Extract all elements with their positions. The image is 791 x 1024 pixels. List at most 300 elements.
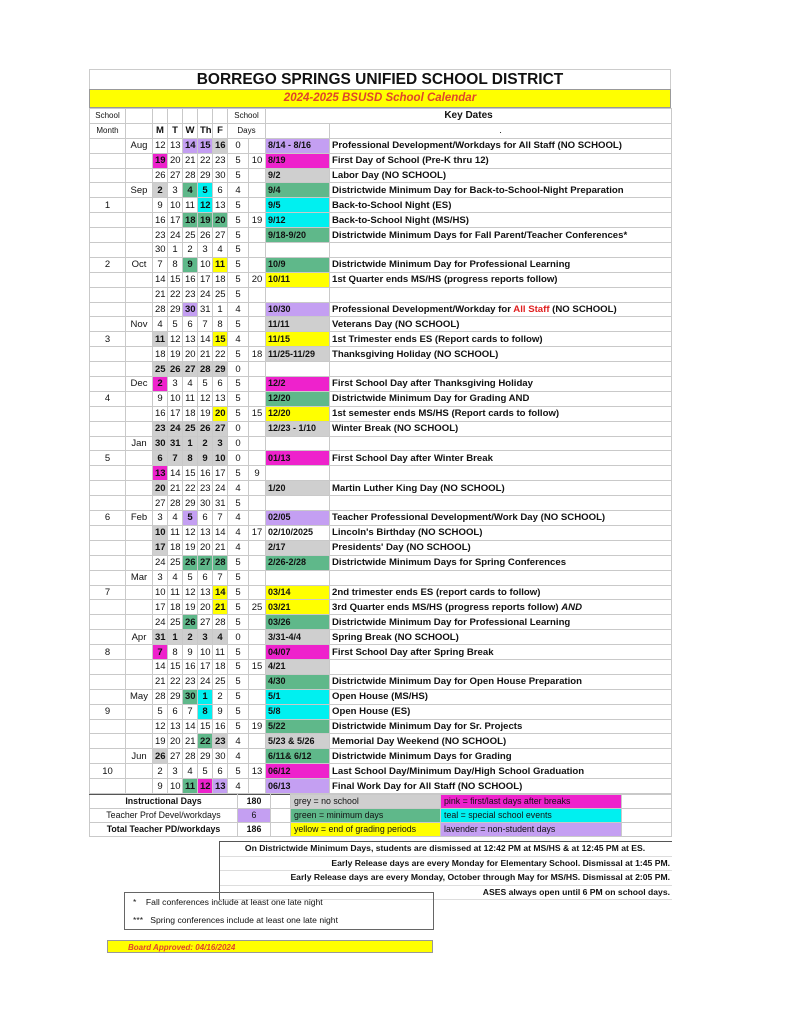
day-cell: 23 xyxy=(213,734,228,749)
calendar-week-row xyxy=(90,347,672,362)
day-cell: 15 xyxy=(198,719,213,734)
day-cell: 3 xyxy=(153,570,168,585)
day-cell: 10 xyxy=(168,391,183,406)
day-cell: 26 xyxy=(183,615,198,630)
day-cell: 19 xyxy=(153,153,168,168)
key-date-cell xyxy=(266,287,330,302)
key-date-description xyxy=(330,213,672,228)
key-date-cell: 10/11 xyxy=(266,272,330,287)
day-cell: 2 xyxy=(213,689,228,704)
school-month-cell xyxy=(90,317,126,332)
month-cell xyxy=(126,228,153,243)
calendar-week-row xyxy=(90,511,672,526)
school-days-cell: 4 xyxy=(228,525,249,540)
day-cell: 20 xyxy=(168,734,183,749)
month-cell xyxy=(126,451,153,466)
calendar-week-row xyxy=(90,555,672,570)
key-date-cell: 9/4 xyxy=(266,183,330,198)
month-cell xyxy=(126,555,153,570)
day-cell: 20 xyxy=(213,406,228,421)
day-cell: 31 xyxy=(168,436,183,451)
month-cell xyxy=(126,332,153,347)
calendar-week-row xyxy=(90,481,672,496)
day-header-f: F xyxy=(213,123,228,138)
day-cell: 16 xyxy=(198,466,213,481)
day-cell: 22 xyxy=(183,481,198,496)
day-cell: 2 xyxy=(153,377,168,392)
day-cell: 9 xyxy=(183,645,198,660)
school-days-cell: 4 xyxy=(228,511,249,526)
legend-teal: teal = special school events xyxy=(441,808,622,822)
month-total-cell xyxy=(249,555,266,570)
school-month-cell xyxy=(90,362,126,377)
month-total-cell: 13 xyxy=(249,764,266,779)
day-cell: 22 xyxy=(168,287,183,302)
key-date-description xyxy=(330,570,672,585)
school-month-cell xyxy=(90,496,126,511)
school-days-cell: 0 xyxy=(228,138,249,153)
key-date-description xyxy=(330,496,672,511)
month-total-cell xyxy=(249,481,266,496)
key-date-description xyxy=(330,406,672,421)
day-cell: 30 xyxy=(198,496,213,511)
school-month-cell xyxy=(90,228,126,243)
day-cell: 17 xyxy=(198,659,213,674)
day-cell: 30 xyxy=(183,302,198,317)
key-date-description xyxy=(330,764,672,779)
month-total-cell xyxy=(249,257,266,272)
teacher-pd-value: 6 xyxy=(238,808,271,822)
key-date-description xyxy=(330,257,672,272)
day-cell: 22 xyxy=(198,734,213,749)
day-cell: 12 xyxy=(183,585,198,600)
school-days-cell: 4 xyxy=(228,332,249,347)
month-total-cell xyxy=(249,436,266,451)
month-total-cell xyxy=(249,734,266,749)
school-month-cell xyxy=(90,138,126,153)
description-highlight: All Staff xyxy=(513,304,550,316)
month-total-cell xyxy=(249,585,266,600)
month-total-cell xyxy=(249,287,266,302)
day-cell: 9 xyxy=(153,391,168,406)
day-cell: 18 xyxy=(213,659,228,674)
day-cell: 30 xyxy=(183,689,198,704)
day-cell: 4 xyxy=(213,243,228,258)
month-cell xyxy=(126,525,153,540)
calendar-week-row xyxy=(90,257,672,272)
description-text: 1st semester ends MS/HS (Report cards to follow) xyxy=(332,408,560,420)
month-total-cell xyxy=(249,615,266,630)
description-text: Thanksgiving Holiday (NO SCHOOL) xyxy=(332,348,499,360)
key-date-description xyxy=(330,659,672,674)
school-month-cell xyxy=(90,674,126,689)
day-header-th: Th xyxy=(198,123,213,138)
day-cell: 23 xyxy=(198,481,213,496)
key-date-cell: 12/2 xyxy=(266,377,330,392)
day-cell: 30 xyxy=(213,749,228,764)
school-month-cell xyxy=(90,481,126,496)
calendar-week-row xyxy=(90,764,672,779)
key-date-cell xyxy=(266,243,330,258)
day-cell: 22 xyxy=(213,347,228,362)
key-date-description xyxy=(330,674,672,689)
key-dates-sub: . xyxy=(330,123,672,138)
day-cell: 28 xyxy=(153,302,168,317)
month-total-cell: 17 xyxy=(249,525,266,540)
day-cell: 13 xyxy=(198,525,213,540)
school-days-cell: 5 xyxy=(228,719,249,734)
school-days-cell: 5 xyxy=(228,168,249,183)
day-cell: 19 xyxy=(153,734,168,749)
school-month-cell xyxy=(90,347,126,362)
day-cell: 16 xyxy=(153,213,168,228)
note-mshs-early-release: Early Release days are every Monday, October through May for MS/HS. Dismissal at 2:05 PM. xyxy=(220,871,672,886)
day-cell: 1 xyxy=(168,243,183,258)
day-cell: 10 xyxy=(153,585,168,600)
month-cell xyxy=(126,645,153,660)
day-cell: 28 xyxy=(153,689,168,704)
day-cell: 20 xyxy=(153,481,168,496)
key-date-cell xyxy=(266,496,330,511)
day-cell: 6 xyxy=(213,764,228,779)
day-cell: 19 xyxy=(168,347,183,362)
day-cell: 17 xyxy=(153,600,168,615)
key-date-description xyxy=(330,749,672,764)
day-cell: 6 xyxy=(198,570,213,585)
day-cell: 9 xyxy=(213,704,228,719)
day-cell: 7 xyxy=(153,645,168,660)
day-cell: 3 xyxy=(168,764,183,779)
day-cell: 12 xyxy=(153,719,168,734)
month-cell xyxy=(126,674,153,689)
month-cell xyxy=(126,406,153,421)
day-cell: 28 xyxy=(183,168,198,183)
school-days-cell: 4 xyxy=(228,779,249,794)
day-cell: 23 xyxy=(153,421,168,436)
day-cell: 8 xyxy=(168,257,183,272)
month-cell xyxy=(126,659,153,674)
month-total-cell xyxy=(249,540,266,555)
day-cell: 19 xyxy=(198,213,213,228)
day-cell: 12 xyxy=(198,779,213,794)
calendar-week-row xyxy=(90,421,672,436)
day-cell: 28 xyxy=(198,362,213,377)
day-header-t: T xyxy=(168,123,183,138)
school-month-cell xyxy=(90,302,126,317)
day-cell: 21 xyxy=(213,600,228,615)
day-cell: 10 xyxy=(153,525,168,540)
day-cell: 22 xyxy=(198,153,213,168)
month-cell xyxy=(126,496,153,511)
footnotes-box xyxy=(124,892,434,930)
day-cell: 4 xyxy=(153,317,168,332)
calendar-week-row xyxy=(90,391,672,406)
school-month-cell: 4 xyxy=(90,391,126,406)
day-cell: 19 xyxy=(183,540,198,555)
key-date-description xyxy=(330,719,672,734)
month-cell xyxy=(126,168,153,183)
description-text: Spring Break (NO SCHOOL) xyxy=(332,631,459,643)
month-cell xyxy=(126,213,153,228)
day-cell: 8 xyxy=(168,645,183,660)
day-cell: 6 xyxy=(153,451,168,466)
key-date-description xyxy=(330,734,672,749)
month-cell: Mar xyxy=(126,570,153,585)
day-cell: 17 xyxy=(168,406,183,421)
month-cell xyxy=(126,734,153,749)
day-cell: 9 xyxy=(153,779,168,794)
key-date-description xyxy=(330,421,672,436)
day-cell: 11 xyxy=(183,391,198,406)
school-days-cell: 4 xyxy=(228,734,249,749)
description-text: Open House (ES) xyxy=(332,706,411,718)
description-text: Districtwide Minimum Day for Professional Learning xyxy=(332,259,571,271)
month-cell xyxy=(126,779,153,794)
day-cell: 10 xyxy=(198,257,213,272)
key-date-cell: 5/8 xyxy=(266,704,330,719)
key-date-cell: 9/12 xyxy=(266,213,330,228)
month-total-cell: 20 xyxy=(249,272,266,287)
key-date-description xyxy=(330,615,672,630)
school-days-cell: 4 xyxy=(228,183,249,198)
key-date-description xyxy=(330,198,672,213)
description-text: Districtwide Minimum Days for Fall Parent/Teacher Conferences* xyxy=(332,229,628,241)
month-cell xyxy=(126,704,153,719)
day-cell: 11 xyxy=(168,585,183,600)
month-total-cell xyxy=(249,421,266,436)
day-cell: 2 xyxy=(183,243,198,258)
day-cell: 13 xyxy=(168,719,183,734)
day-cell: 27 xyxy=(153,496,168,511)
footnote-text: Spring conferences include at least one late night xyxy=(150,915,338,925)
calendar-week-row xyxy=(90,540,672,555)
day-cell: 12 xyxy=(183,525,198,540)
school-month-cell xyxy=(90,466,126,481)
school-days-cell: 0 xyxy=(228,436,249,451)
day-cell: 23 xyxy=(213,153,228,168)
day-cell: 25 xyxy=(213,287,228,302)
calendar-week-row xyxy=(90,779,672,794)
month-total-cell xyxy=(249,377,266,392)
key-date-cell: 1/20 xyxy=(266,481,330,496)
day-cell: 15 xyxy=(198,138,213,153)
day-cell: 29 xyxy=(198,749,213,764)
month-cell: Apr xyxy=(126,630,153,645)
month-total-cell xyxy=(249,168,266,183)
school-month-cell: 1 xyxy=(90,198,126,213)
school-month-cell: 6 xyxy=(90,511,126,526)
calendar-week-row xyxy=(90,377,672,392)
key-date-description xyxy=(330,630,672,645)
calendar-week-row xyxy=(90,749,672,764)
day-cell: 17 xyxy=(213,466,228,481)
day-cell: 20 xyxy=(213,213,228,228)
school-days-header: School xyxy=(228,109,266,124)
day-cell: 24 xyxy=(168,228,183,243)
calendar-week-row xyxy=(90,168,672,183)
key-date-cell: 8/19 xyxy=(266,153,330,168)
day-cell: 28 xyxy=(183,749,198,764)
day-cell: 24 xyxy=(153,555,168,570)
month-cell xyxy=(126,764,153,779)
key-date-description xyxy=(330,540,672,555)
month-total-cell: 9 xyxy=(249,466,266,481)
day-cell: 11 xyxy=(213,645,228,660)
key-date-description xyxy=(330,511,672,526)
month-cell xyxy=(126,421,153,436)
day-cell: 15 xyxy=(213,332,228,347)
day-cell: 15 xyxy=(168,659,183,674)
day-cell: 28 xyxy=(168,496,183,511)
day-cell: 26 xyxy=(198,228,213,243)
key-date-cell: 01/13 xyxy=(266,451,330,466)
calendar-week-row xyxy=(90,287,672,302)
key-date-cell xyxy=(266,362,330,377)
key-date-cell: 12/23 - 1/10 xyxy=(266,421,330,436)
month-total-cell xyxy=(249,198,266,213)
footnote-fall xyxy=(125,893,433,911)
key-date-cell: 6/11& 6/12 xyxy=(266,749,330,764)
description-text: Back-to-School Night (ES) xyxy=(332,199,452,211)
key-date-cell: 02/05 xyxy=(266,511,330,526)
month-total-cell xyxy=(249,749,266,764)
school-month-cell xyxy=(90,272,126,287)
school-days-cell: 5 xyxy=(228,570,249,585)
key-date-cell: 5/1 xyxy=(266,689,330,704)
district-title: BORREGO SPRINGS UNIFIED SCHOOL DISTRICT xyxy=(89,69,671,89)
key-date-description xyxy=(330,153,672,168)
day-cell: 12 xyxy=(198,198,213,213)
day-cell: 6 xyxy=(213,377,228,392)
month-total-cell: 19 xyxy=(249,719,266,734)
key-date-cell: 4/21 xyxy=(266,659,330,674)
description-text: Memorial Day Weekend (NO SCHOOL) xyxy=(332,735,507,747)
month-cell xyxy=(126,719,153,734)
day-cell: 27 xyxy=(183,362,198,377)
day-cell: 13 xyxy=(198,585,213,600)
day-cell: 21 xyxy=(183,734,198,749)
month-cell: Nov xyxy=(126,317,153,332)
day-cell: 26 xyxy=(153,168,168,183)
footnote-mark: *** xyxy=(133,915,144,925)
day-cell: 16 xyxy=(183,659,198,674)
school-month-cell: 8 xyxy=(90,645,126,660)
note-minimum-days: On Districtwide Minimum Days, students are dismissed at 12:42 PM at MS/HS & at 12:45 PM at ES. xyxy=(220,842,672,857)
calendar-week-row xyxy=(90,436,672,451)
calendar-week-row xyxy=(90,243,672,258)
day-cell: 4 xyxy=(168,570,183,585)
month-total-cell xyxy=(249,243,266,258)
day-cell: 21 xyxy=(168,481,183,496)
key-date-cell: 12/20 xyxy=(266,391,330,406)
day-cell: 3 xyxy=(168,377,183,392)
description-text: Districtwide Minimum Day for Grading AND xyxy=(332,393,530,405)
key-date-cell: 10/9 xyxy=(266,257,330,272)
key-date-description xyxy=(330,645,672,660)
description-text: Veterans Day (NO SCHOOL) xyxy=(332,318,460,330)
day-cell: 2 xyxy=(183,630,198,645)
summary-table xyxy=(89,794,672,837)
day-cell: 17 xyxy=(198,272,213,287)
school-month-cell xyxy=(90,168,126,183)
calendar-week-row xyxy=(90,466,672,481)
note-ases: ASES always open until 6 PM on school days. xyxy=(220,886,672,901)
day-cell: 21 xyxy=(198,347,213,362)
month-cell xyxy=(126,347,153,362)
calendar-week-row xyxy=(90,674,672,689)
teacher-pd-label: Teacher Prof Devel/workdays xyxy=(90,808,238,822)
calendar-week-row xyxy=(90,585,672,600)
key-date-cell: 2/26-2/28 xyxy=(266,555,330,570)
day-cell: 3 xyxy=(198,243,213,258)
day-cell: 27 xyxy=(198,555,213,570)
day-cell: 21 xyxy=(153,287,168,302)
calendar-week-row xyxy=(90,198,672,213)
school-days-cell: 5 xyxy=(228,674,249,689)
day-cell: 10 xyxy=(213,451,228,466)
month-cell xyxy=(126,272,153,287)
month-total-cell xyxy=(249,674,266,689)
school-days-cell: 5 xyxy=(228,272,249,287)
school-days-cell: 5 xyxy=(228,704,249,719)
key-date-description xyxy=(330,168,672,183)
key-date-description xyxy=(330,391,672,406)
month-total-cell xyxy=(249,391,266,406)
key-date-description xyxy=(330,689,672,704)
day-cell: 26 xyxy=(153,749,168,764)
calendar-week-row xyxy=(90,451,672,466)
day-header-w: W xyxy=(183,123,198,138)
school-month-cell xyxy=(90,406,126,421)
day-cell: 8 xyxy=(213,317,228,332)
school-days-cell: 5 xyxy=(228,153,249,168)
day-cell: 8 xyxy=(183,451,198,466)
day-cell: 7 xyxy=(168,451,183,466)
day-cell: 11 xyxy=(183,779,198,794)
day-cell: 24 xyxy=(198,287,213,302)
key-date-description xyxy=(330,302,672,317)
key-date-description xyxy=(330,555,672,570)
month-cell: Sep xyxy=(126,183,153,198)
month-total-cell xyxy=(249,362,266,377)
calendar-week-row xyxy=(90,615,672,630)
day-cell: 1 xyxy=(198,689,213,704)
description-text: Districtwide Minimum Day for Back-to-School-Night Preparation xyxy=(332,184,624,196)
day-cell: 31 xyxy=(213,496,228,511)
key-date-cell: 04/07 xyxy=(266,645,330,660)
day-cell: 7 xyxy=(213,570,228,585)
month-total-cell xyxy=(249,332,266,347)
key-date-cell: 03/26 xyxy=(266,615,330,630)
school-month-cell xyxy=(90,734,126,749)
school-month-cell: 5 xyxy=(90,451,126,466)
day-cell: 2 xyxy=(198,436,213,451)
month-cell: Feb xyxy=(126,511,153,526)
day-cell: 19 xyxy=(198,406,213,421)
day-cell: 3 xyxy=(168,183,183,198)
day-cell: 20 xyxy=(183,347,198,362)
day-cell: 18 xyxy=(183,213,198,228)
month-cell: Jan xyxy=(126,436,153,451)
day-cell: 14 xyxy=(213,525,228,540)
month-cell xyxy=(126,362,153,377)
day-cell: 11 xyxy=(168,525,183,540)
day-cell: 13 xyxy=(153,466,168,481)
calendar-week-row xyxy=(90,332,672,347)
school-month-cell xyxy=(90,570,126,585)
key-date-description xyxy=(330,332,672,347)
day-cell: 2 xyxy=(153,764,168,779)
